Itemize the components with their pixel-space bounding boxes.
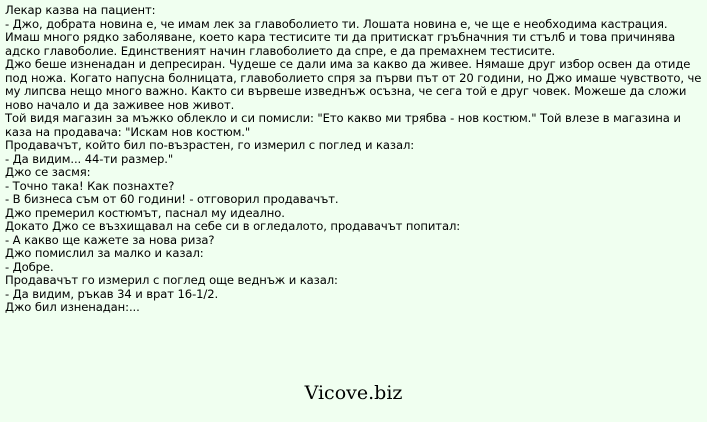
joke-line: Джо премерил костюмът, паснал му идеално. xyxy=(5,205,285,220)
joke-line: - Да видим... 44-ти размер." xyxy=(5,151,174,166)
joke-line: Джо помислил за малко и казал: xyxy=(5,246,204,260)
joke-line: Докато Джо се възхищавал на себе си в огледалото, продавачът попитал: xyxy=(5,219,461,233)
joke-line: Продавачът, който бил по-възрастен, го измерил с поглед и казал: xyxy=(5,138,415,152)
joke-line: - Джо, добрата новина е, че имам лек за главоболието ти. Лошата новина е, че ще е необходима кастрация. Имаш много рядко заболяване, което кара тестисите ти да притискат гръбначния ти стълб и това причинява адско главоболие. Единственият начин главоболието да спре, е да премахнем тестисите. xyxy=(5,16,676,58)
site-watermark: Vicove.biz xyxy=(304,382,403,404)
joke-line: - Да видим, ръкав 34 и врат 16-1/2. xyxy=(5,286,219,301)
joke-text xyxy=(5,4,705,315)
joke-line: - Точно така! Как познахте? xyxy=(5,178,175,193)
joke-line: Лекар казва на пациент: xyxy=(5,3,156,17)
joke-line: - В бизнеса съм от 60 години! - отговорил продавачът. xyxy=(5,192,339,206)
joke-line: Джо бил изненадан:... xyxy=(5,300,140,314)
joke-line: - А какво ще кажете за нова риза? xyxy=(5,232,215,247)
joke-line: Той видя магазин за мъжко облекло и си помисли: "Ето какво ми трябва - нов костюм." Той влезе в магазина и каза на продавача: "Искам нов костюм." xyxy=(5,111,681,139)
joke-line: Продавачът го измерил с поглед още веднъж и казал: xyxy=(5,273,338,287)
joke-line: Джо беше изненадан и депресиран. Чудеше се дали има за какво да живее. Нямаше друг избор освен да отиде под ножа. Когато напусна болницата, главоболието спря за първи път от 20 години, но Джо имаше чувството, че му липсва нещо много важно. Както си вървеше изведнъж осъзна, че сега той е друг човек. Можеше да сложи ново начало и да заживее нов живот. xyxy=(5,57,702,112)
joke-line: Джо се засмя: xyxy=(5,165,91,179)
joke-line: - Добре. xyxy=(5,259,54,274)
